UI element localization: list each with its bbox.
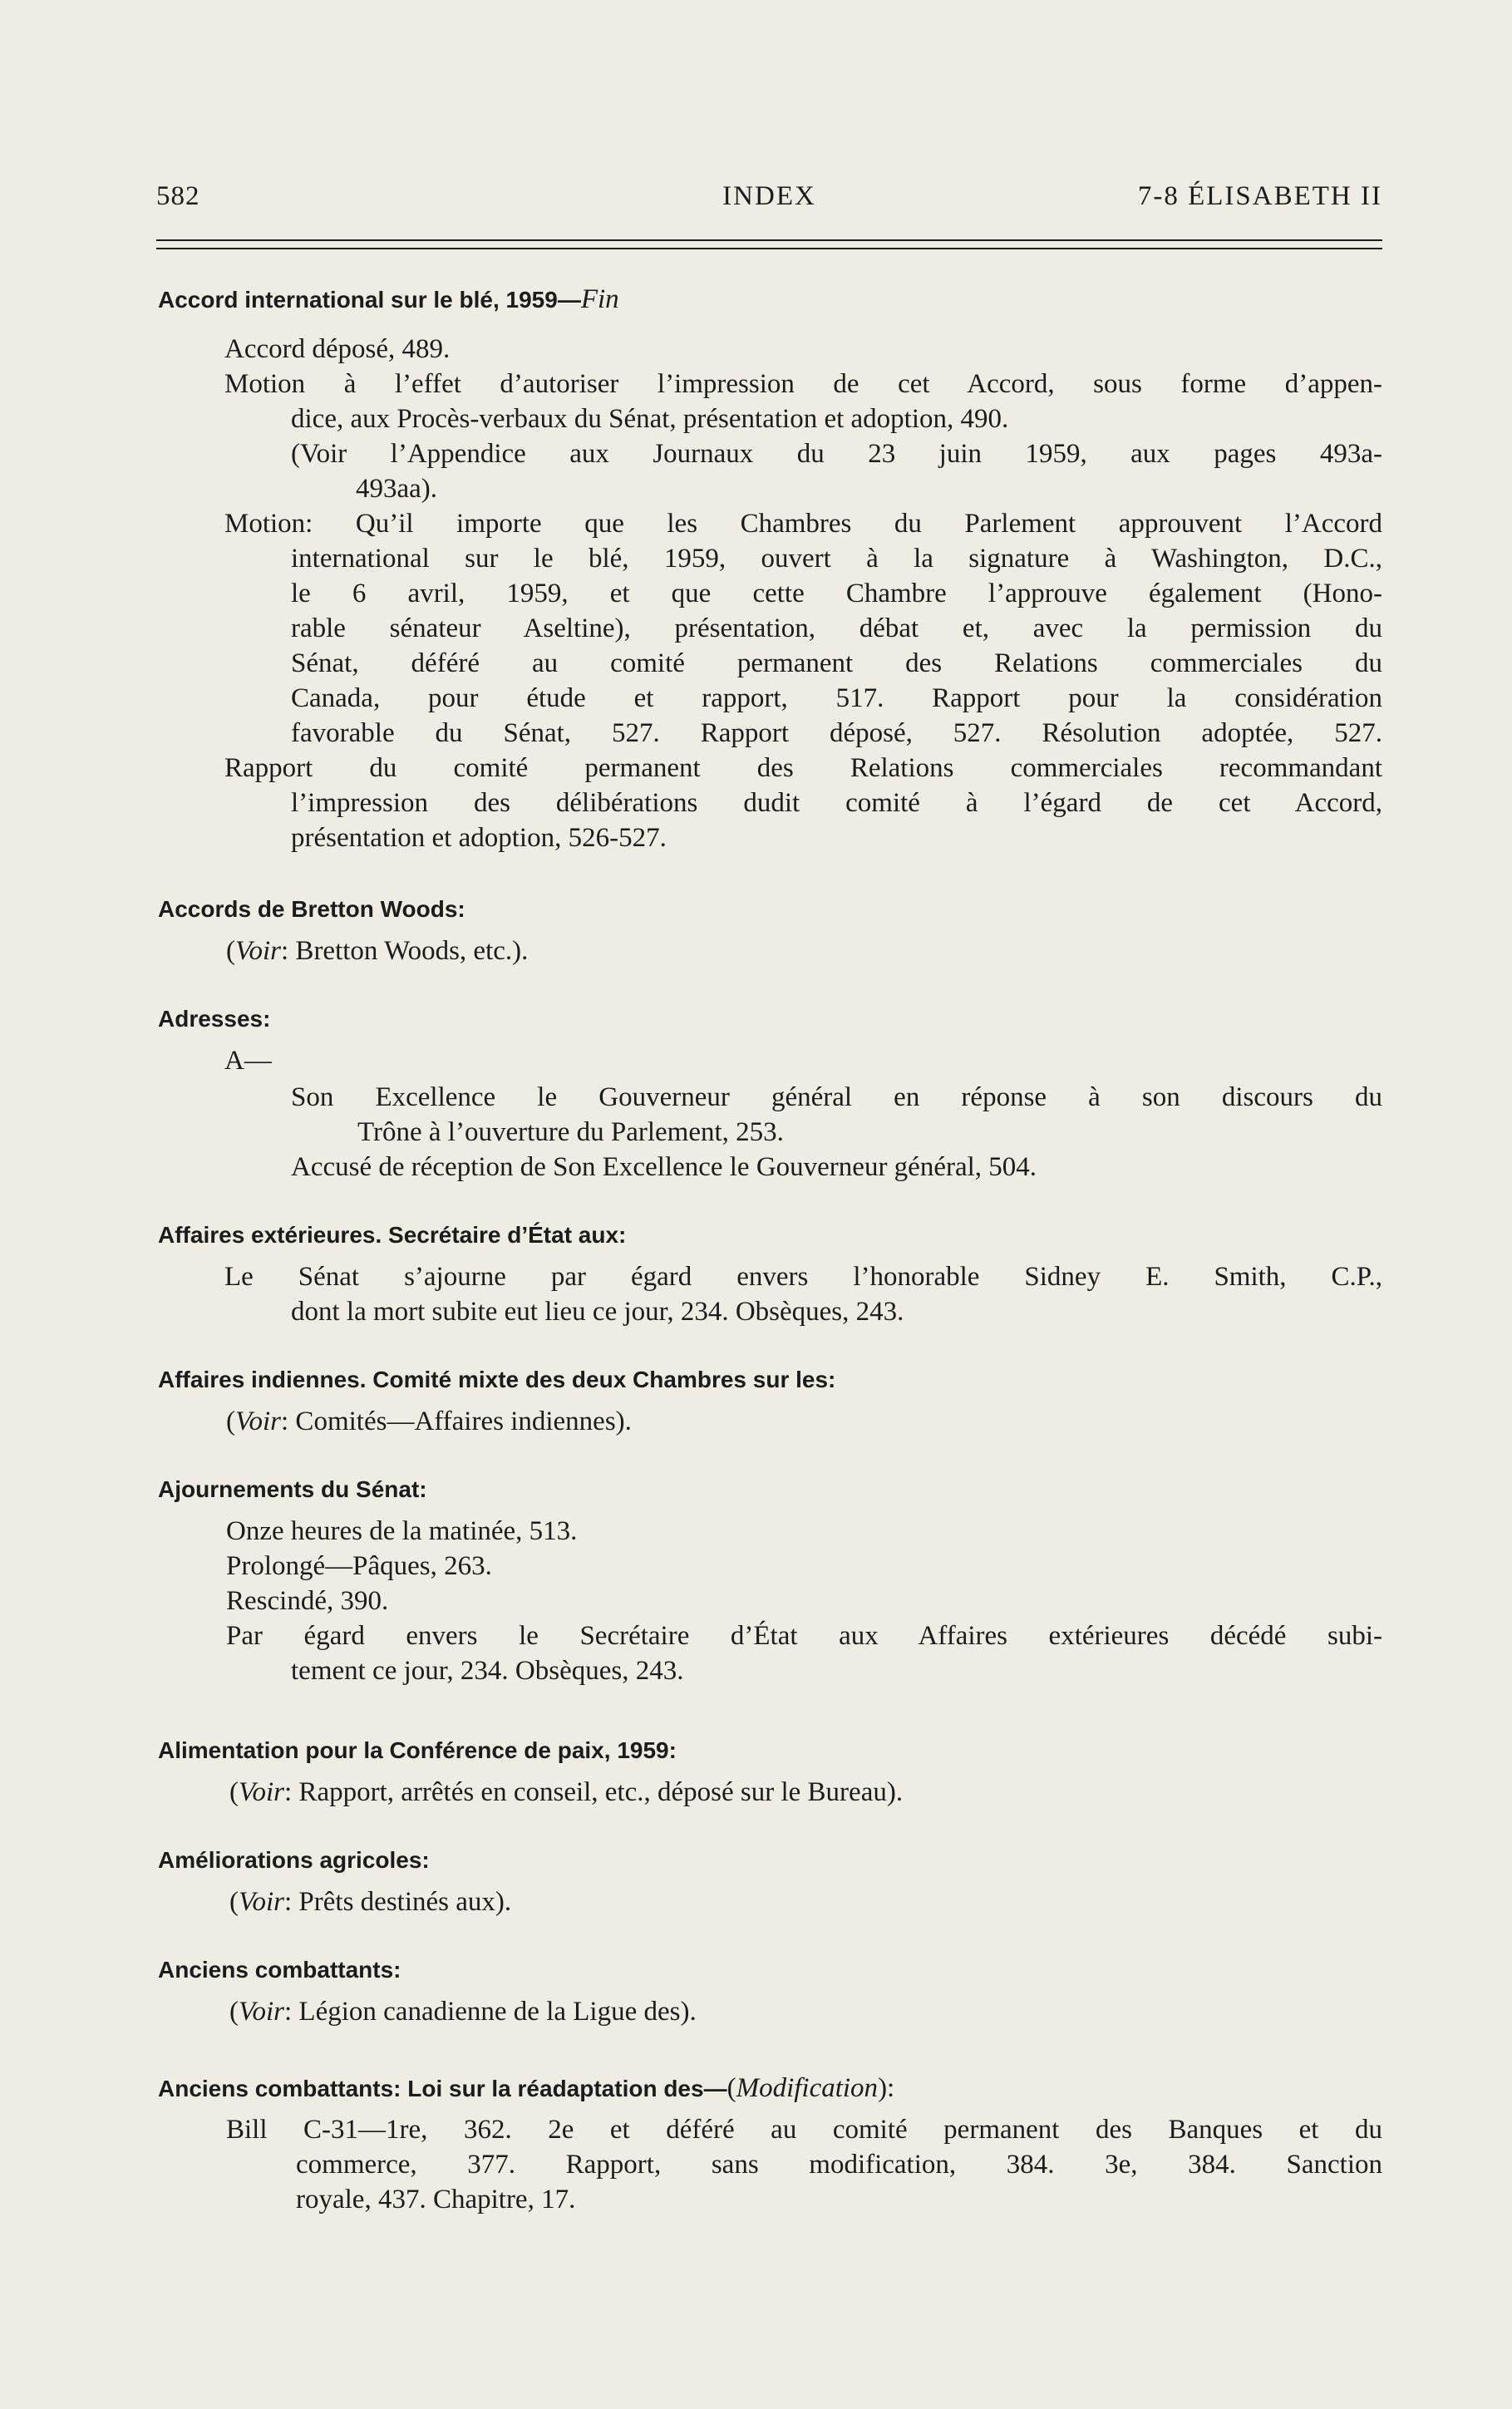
voir-reference bbox=[226, 938, 528, 965]
entry-line: Le Sénat s’ajourne par égard envers l’honorable Sidney E. Smith, C.P., bbox=[224, 1262, 1382, 1292]
entry-heading: Adresses: bbox=[158, 1006, 271, 1032]
entry-line: Son Excellence le Gouverneur général en réponse à son discours du bbox=[291, 1082, 1382, 1112]
entry-heading: Affaires extérieures. Secrétaire d’État aux: bbox=[158, 1222, 627, 1248]
entry-line: Motion à l’effet d’autoriser l’impression de cet Accord, sous forme d’appen- bbox=[224, 369, 1382, 399]
entry-line: Accusé de réception de Son Excellence le Gouverneur général, 504. bbox=[291, 1152, 1037, 1182]
voir-paren: ( bbox=[229, 1777, 239, 1807]
entry-line: Bill C-31—1re, 362. 2e et déféré au comité permanent des Banques et du bbox=[226, 2115, 1382, 2145]
entry-heading: Accords de Bretton Woods: bbox=[158, 896, 465, 922]
voir-text: : Comités—Affaires indiennes). bbox=[281, 1406, 632, 1436]
voir-paren: ( bbox=[229, 1887, 239, 1917]
entry-line: Trône à l’ouverture du Parlement, 253. bbox=[357, 1117, 784, 1147]
entry-line: favorable du Sénat, 527. Rapport déposé, 527. Résolution adoptée, 527. bbox=[291, 718, 1382, 748]
entry-line: Motion: Qu’il importe que les Chambres du Parlement approuvent l’Accord bbox=[224, 509, 1382, 539]
entry-line: le 6 avril, 1959, et que cette Chambre l’approuve également (Hono- bbox=[291, 579, 1382, 608]
entry-line: (Voir l’Appendice aux Journaux du 23 juin 1959, aux pages 493a- bbox=[291, 439, 1382, 469]
entry-heading-paren: ( bbox=[726, 2073, 736, 2103]
entry-heading-paren: ): bbox=[878, 2073, 895, 2103]
entry-heading: Alimentation pour la Conférence de paix, 1959: bbox=[158, 1737, 677, 1763]
entry-heading-italic: Modification bbox=[736, 2073, 879, 2103]
header-rule-top bbox=[156, 239, 1382, 241]
voir-text: : Prêts destinés aux). bbox=[284, 1887, 512, 1917]
voir-word: Voir bbox=[235, 936, 282, 966]
entry-line: Rapport du comité permanent des Relations commerciales recommandant bbox=[224, 753, 1382, 783]
voir-reference bbox=[229, 1889, 511, 1916]
voir-reference bbox=[229, 1998, 697, 2026]
voir-word: Voir bbox=[239, 1997, 285, 2027]
entry-line: royale, 437. Chapitre, 17. bbox=[296, 2185, 576, 2214]
entry-subheading: A— bbox=[224, 1046, 272, 1076]
voir-reference bbox=[229, 1779, 903, 1806]
entry-heading-text: Accord international sur le blé, 1959— bbox=[158, 287, 581, 313]
voir-text: : Rapport, arrêtés en conseil, etc., déposé sur le Bureau). bbox=[284, 1777, 904, 1807]
section-title: INDEX bbox=[722, 181, 816, 211]
header-rule-bottom bbox=[156, 248, 1382, 249]
entry-heading: Ajournements du Sénat: bbox=[158, 1476, 427, 1502]
entry-line: international sur le blé, 1959, ouvert à la signature à Washington, D.C., bbox=[291, 544, 1382, 574]
voir-word: Voir bbox=[239, 1777, 285, 1807]
entry-line: dont la mort subite eut lieu ce jour, 234. Obsèques, 243. bbox=[291, 1297, 904, 1327]
entry-line: tement ce jour, 234. Obsèques, 243. bbox=[291, 1656, 684, 1686]
entry-line: 493aa). bbox=[356, 474, 438, 504]
voir-word: Voir bbox=[235, 1406, 282, 1436]
voir-reference bbox=[226, 1408, 632, 1436]
entry-line: Onze heures de la matinée, 513. bbox=[226, 1516, 578, 1546]
voir-text: : Bretton Woods, etc.). bbox=[281, 936, 529, 966]
entry-line: Sénat, déféré au comité permanent des Relations commerciales du bbox=[291, 648, 1382, 678]
entry-heading bbox=[158, 2073, 894, 2104]
entry-line: l’impression des délibérations dudit comité à l’égard de cet Accord, bbox=[291, 788, 1382, 818]
entry-heading-text: Anciens combattants: Loi sur la réadaptation des— bbox=[158, 2076, 727, 2101]
entry-line: dice, aux Procès-verbaux du Sénat, présentation et adoption, 490. bbox=[291, 404, 1009, 434]
entry-heading bbox=[158, 284, 619, 315]
page-number: 582 bbox=[156, 181, 200, 211]
volume-label: 7-8 ÉLISABETH II bbox=[1137, 181, 1382, 211]
entry-line: présentation et adoption, 526-527. bbox=[291, 823, 667, 853]
voir-paren: ( bbox=[226, 1406, 235, 1436]
entry-line: rable sénateur Aseltine), présentation, débat et, avec la permission du bbox=[291, 613, 1382, 643]
entry-line: Rescindé, 390. bbox=[226, 1586, 389, 1616]
entry-line: Prolongé—Pâques, 263. bbox=[226, 1551, 492, 1581]
entry-heading: Affaires indiennes. Comité mixte des deux Chambres sur les: bbox=[158, 1367, 836, 1392]
entry-heading: Anciens combattants: bbox=[158, 1957, 401, 1983]
voir-paren: ( bbox=[226, 936, 235, 966]
entry-line: Par égard envers le Secrétaire d’État aux Affaires extérieures décédé subi- bbox=[226, 1621, 1382, 1651]
voir-paren: ( bbox=[229, 1997, 239, 2027]
entry-heading: Améliorations agricoles: bbox=[158, 1847, 430, 1873]
entry-heading-italic: Fin bbox=[580, 284, 619, 314]
entry-line: commerce, 377. Rapport, sans modification, 384. 3e, 384. Sanction bbox=[296, 2150, 1382, 2180]
voir-word: Voir bbox=[239, 1887, 285, 1917]
voir-text: : Légion canadienne de la Ligue des). bbox=[284, 1997, 697, 2027]
entry-line: Canada, pour étude et rapport, 517. Rapport pour la considération bbox=[291, 683, 1382, 713]
entry-line: Accord déposé, 489. bbox=[224, 334, 451, 364]
